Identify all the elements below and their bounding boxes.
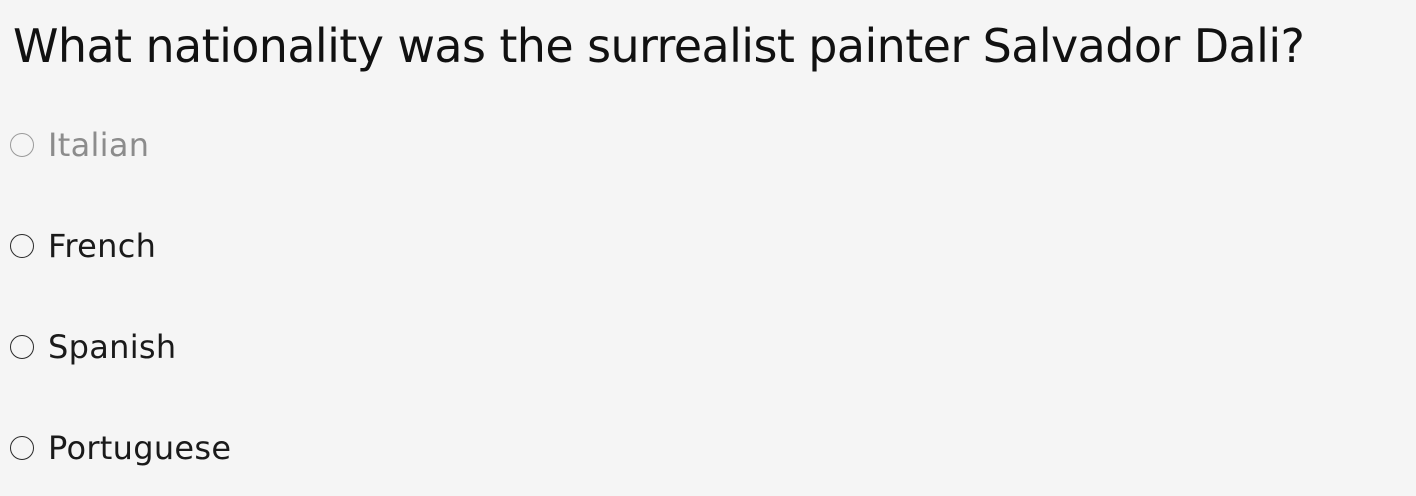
answer-option-portuguese[interactable] <box>10 428 231 468</box>
radio-circle-icon[interactable] <box>10 335 34 359</box>
answer-option-french[interactable] <box>10 226 156 266</box>
answer-option-label: French <box>48 227 157 265</box>
radio-circle-icon[interactable] <box>10 234 34 258</box>
answer-option-label: Spanish <box>48 328 177 366</box>
answer-option-italian[interactable] <box>10 125 149 165</box>
radio-circle-icon[interactable] <box>10 436 34 460</box>
answer-option-label: Portuguese <box>48 429 232 467</box>
question-title: What nationality was the surrealist painter Salvador Dali? <box>13 19 1305 73</box>
answer-option-spanish[interactable] <box>10 327 176 367</box>
answer-option-label: Italian <box>48 126 150 164</box>
radio-circle-icon[interactable] <box>10 133 34 157</box>
